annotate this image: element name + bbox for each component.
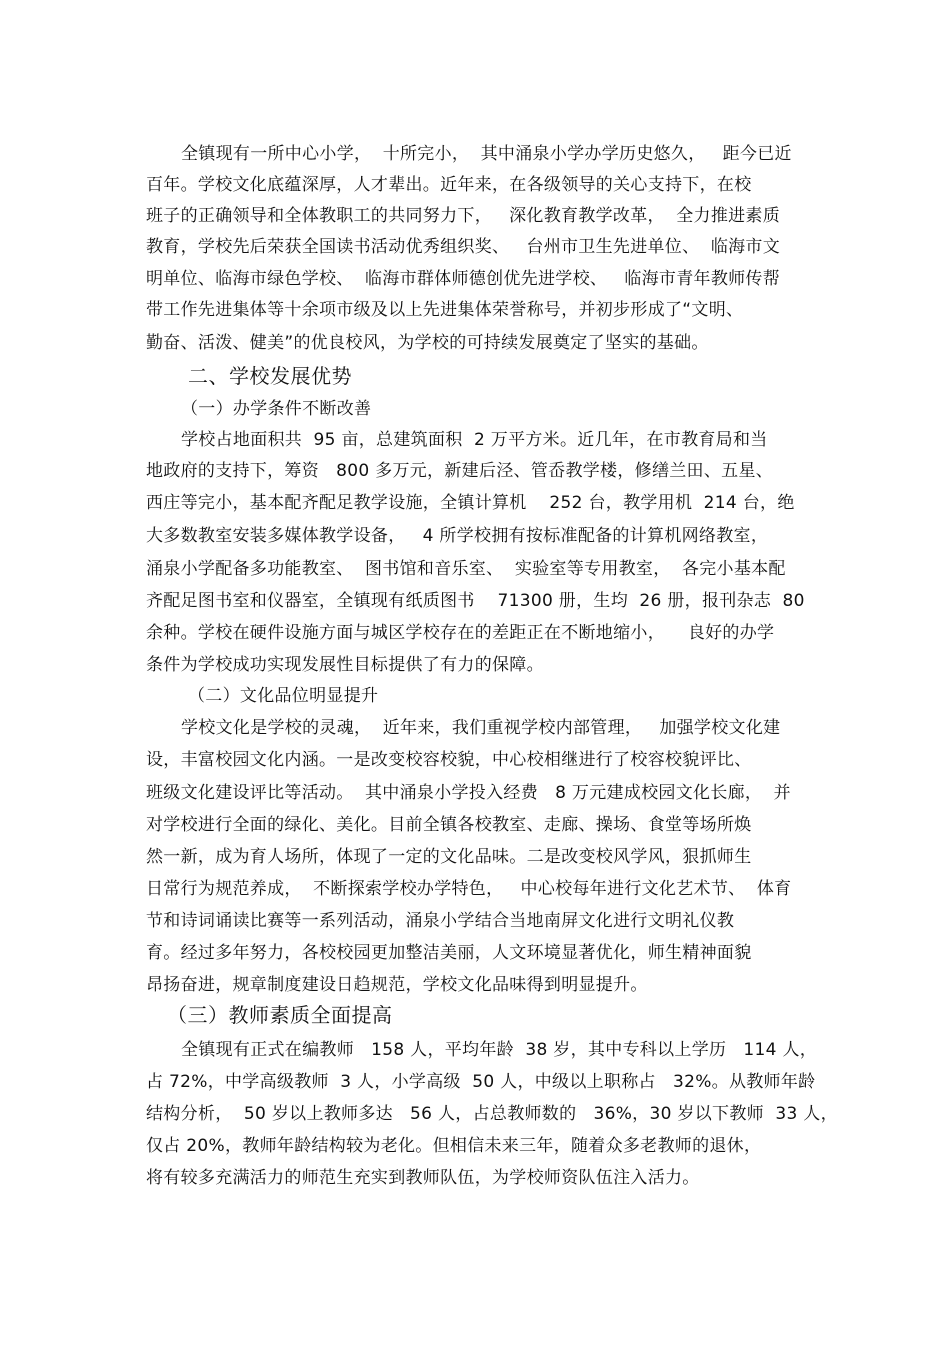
paragraph-line: 育。经过多年努力，各校校园更加整洁美丽，人文环境显著优化，师生精神面貌 [146, 943, 752, 963]
paragraph-line: 余种。学校在硬件设施方面与城区学校存在的差距正在不断地缩小， 良好的办学 [146, 623, 775, 643]
paragraph-line: 对学校进行全面的绿化、美化。目前全镇各校教室、走廊、操场、食堂等场所焕 [146, 815, 752, 835]
paragraph-line: 班子的正确领导和全体教职工的共同努力下， 深化教育教学改革， 全力推进素质 [146, 206, 781, 226]
paragraph-line: 班级文化建设评比等活动。 其中涌泉小学投入经费 8 万元建成校园文化长廊， 并 [146, 783, 791, 803]
paragraph-line: 西庄等完小，基本配齐配足教学设施，全镇计算机 252 台，教学用机 214 台，绝 [146, 493, 795, 513]
paragraph-line: 齐配足图书室和仪器室，全镇现有纸质图书 71300 册，生均 26 册，报刊杂志 80 [146, 591, 805, 611]
paragraph-line: 学校文化是学校的灵魂， 近年来，我们重视学校内部管理， 加强学校文化建 [181, 718, 781, 738]
paragraph-line: 教育，学校先后荣获全国读书活动优秀组织奖、 台州市卫生先进单位、 临海市文 [146, 237, 781, 257]
paragraph-line: 节和诗词诵读比赛等一系列活动，涌泉小学结合当地南屏文化进行文明礼仪教 [146, 911, 735, 931]
paragraph-line: 大多数教室安装多媒体教学设备， 4 所学校拥有按标准配备的计算机网络教室， [146, 526, 769, 546]
paragraph-line: 带工作先进集体等十余项市级及以上先进集体荣誉称号，并初步形成了“文明、 [146, 300, 744, 320]
paragraph-line: 结构分析， 50 岁以上教师多达 56 人，占总教师数的 36%，30 岁以下教师 33 人， [146, 1104, 838, 1124]
paragraph-line: 昂扬奋进，规章制度建设日趋规范，学校文化品味得到明显提升。 [146, 975, 648, 995]
paragraph-line: 占 72%，中学高级教师 3 人，小学高级 50 人，中级以上职称占 32%。从教师年龄 [146, 1072, 816, 1092]
section-heading: （三）教师素质全面提高 [167, 1003, 393, 1027]
subsection-heading: （二）文化品位明显提升 [188, 686, 379, 706]
paragraph-line: 全镇现有一所中心小学， 十所完小， 其中涌泉小学办学历史悠久， 距今已近 [181, 144, 792, 164]
paragraph-line: 全镇现有正式在编教师 158 人，平均年龄 38 岁，其中专科以上学历 114 人， [181, 1040, 818, 1060]
paragraph-line: 学校占地面积共 95 亩，总建筑面积 2 万平方米。近几年，在市教育局和当 [181, 430, 768, 450]
paragraph-line: 百年。学校文化底蕴深厚，人才辈出。近年来，在各级领导的关心支持下，在校 [146, 175, 752, 195]
subsection-heading: （一）办学条件不断改善 [181, 399, 372, 419]
paragraph-line: 将有较多充满活力的师范生充实到教师队伍，为学校师资队伍注入活力。 [146, 1168, 700, 1188]
paragraph-line: 地政府的支持下，筹资 800 多万元，新建后泾、管岙教学楼，修缮兰田、五星、 [146, 461, 774, 481]
paragraph-line: 明单位、临海市绿色学校、 临海市群体师德创优先进学校、 临海市青年教师传帮 [146, 269, 781, 289]
paragraph-line: 条件为学校成功实现发展性目标提供了有力的保障。 [146, 655, 544, 675]
paragraph-line: 涌泉小学配备多功能教室、 图书馆和音乐室、 实验室等专用教室， 各完小基本配 [146, 559, 786, 579]
section-heading: 二、学校发展优势 [188, 364, 352, 388]
paragraph-line: 然一新，成为育人场所，体现了一定的文化品味。二是改变校风学风，狠抓师生 [146, 847, 752, 867]
paragraph-line: 勤奋、活泼、健美”的优良校风，为学校的可持续发展奠定了坚实的基础。 [146, 333, 709, 353]
paragraph-line: 仅占 20%，教师年龄结构较为老化。但相信未来三年，随着众多老教师的退休， [146, 1136, 762, 1156]
paragraph-line: 设，丰富校园文化内涵。一是改变校容校貌，中心校相继进行了校容校貌评比、 [146, 750, 752, 770]
paragraph-line: 日常行为规范养成， 不断探索学校办学特色， 中心校每年进行文化艺术节、 体育 [146, 879, 792, 899]
